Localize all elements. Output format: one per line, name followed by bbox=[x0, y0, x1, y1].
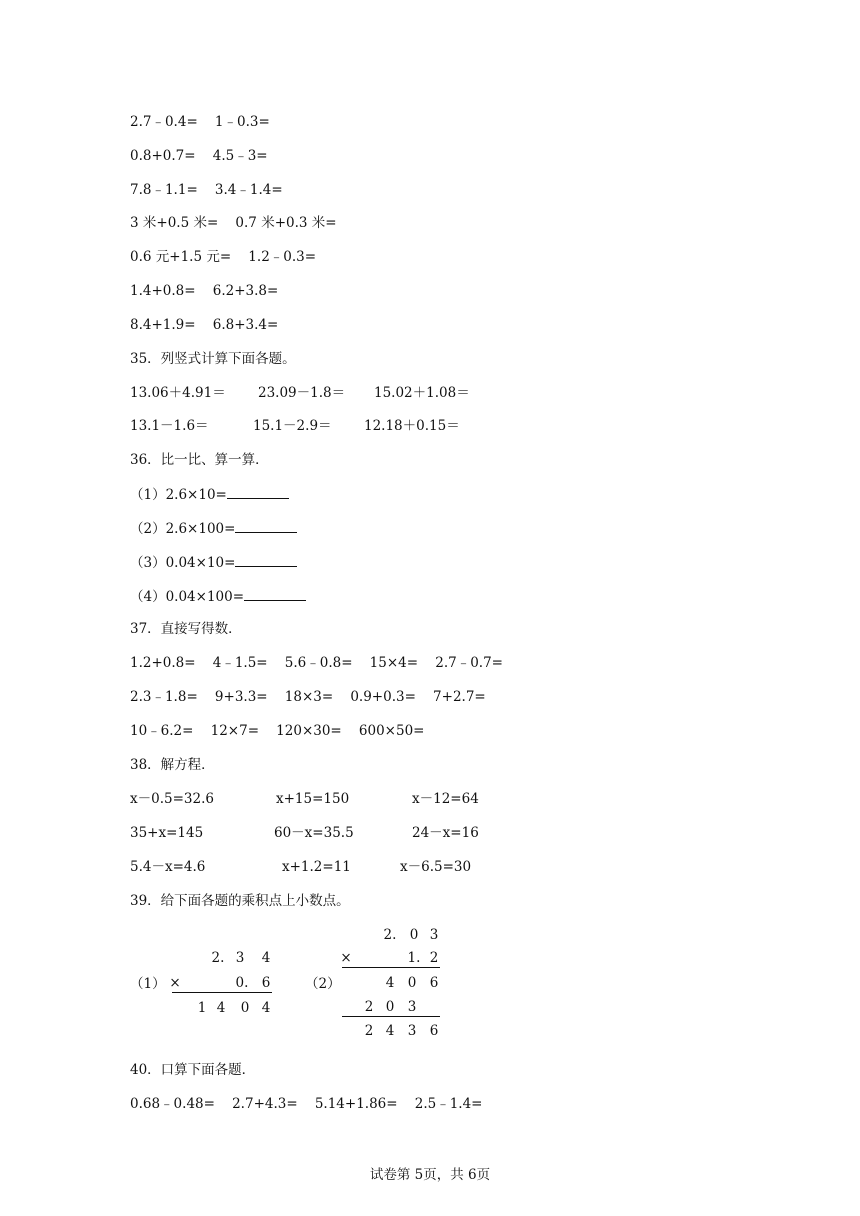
warmup-line-7: 8.4+1.9= 6.8+3.4= bbox=[130, 317, 279, 333]
times-sign: × bbox=[340, 950, 352, 966]
q38-r3-c3: x－6.5=30 bbox=[400, 859, 472, 875]
q36-item-4: （4）0.04×100= bbox=[130, 587, 306, 606]
q35-r2-c1: 13.1－1.6＝ bbox=[130, 418, 209, 434]
q39-p1-res-d3: 0 bbox=[240, 1000, 250, 1016]
q38-r2-c3: 24－x=16 bbox=[412, 825, 479, 841]
q39-p2-pp2-d1: 2 bbox=[364, 999, 374, 1015]
q40-title: 40．口算下面各题． bbox=[130, 1062, 256, 1078]
q39-p1-res-d4: 4 bbox=[261, 1000, 271, 1016]
q38-r1-c3: x－12=64 bbox=[412, 791, 479, 807]
q38-r3-c2: x+1.2=11 bbox=[282, 859, 351, 875]
q35-r1-c1: 13.06＋4.91＝ bbox=[130, 385, 226, 401]
answer-blank[interactable] bbox=[244, 587, 306, 601]
q39-p2-res-d1: 2 bbox=[364, 1023, 374, 1039]
q36-item-1: （1）2.6×10= bbox=[130, 485, 289, 504]
q35-r2-c2: 15.1－2.9＝ bbox=[253, 418, 332, 434]
q37-line-3: 10﹣6.2= 12×7= 120×30= 600×50= bbox=[130, 723, 425, 739]
q39-p1-r2-d2: 6 bbox=[261, 975, 271, 991]
answer-blank[interactable] bbox=[235, 553, 297, 567]
q39-p2-res-d4: 6 bbox=[429, 1023, 439, 1039]
warmup-line-5: 0.6 元+1.5 元= 1.2﹣0.3= bbox=[130, 249, 317, 265]
q38-r3-c1: 5.4－x=4.6 bbox=[130, 859, 206, 875]
q39-p1-res-d2: 4 bbox=[216, 1000, 226, 1016]
times-sign: × bbox=[169, 975, 181, 991]
q39-p1-r2-d1: 0. bbox=[235, 975, 249, 991]
q39-p2-r1-d3: 3 bbox=[429, 927, 439, 943]
q39-p1-r1-d2: 3 bbox=[235, 950, 245, 966]
warmup-line-2: 0.8+0.7= 4.5﹣3= bbox=[130, 148, 268, 164]
q39-p1-rule bbox=[172, 992, 272, 993]
q39-p2-pp2-d2: 0 bbox=[385, 999, 395, 1015]
q39-p2-pp1-d2: 0 bbox=[407, 975, 417, 991]
q36-item-3: （3）0.04×10= bbox=[130, 553, 297, 572]
q38-r2-c1: 35+x=145 bbox=[130, 825, 204, 841]
q39-p2-r2-d2: 2 bbox=[429, 950, 439, 966]
q35-r1-c3: 15.02＋1.08＝ bbox=[374, 385, 470, 401]
q39-p2-pp1-d1: 4 bbox=[385, 975, 395, 991]
q39-p2-rule-2 bbox=[342, 1016, 440, 1017]
q40-line: 0.68﹣0.48= 2.7+4.3= 5.14+1.86= 2.5﹣1.4= bbox=[130, 1096, 483, 1112]
q39-p1-label: （1） bbox=[130, 976, 166, 992]
q39-p2-res-d2: 4 bbox=[385, 1023, 395, 1039]
q39-p2-r1-d1: 2. bbox=[383, 927, 397, 943]
q35-title: 35．列竖式计算下面各题。 bbox=[130, 351, 296, 367]
q35-r2-c3: 12.18＋0.15＝ bbox=[364, 418, 460, 434]
q36-title: 36．比一比、算一算． bbox=[130, 452, 269, 468]
q39-p2-r1-d2: 0 bbox=[409, 927, 419, 943]
q37-title: 37．直接写得数． bbox=[130, 621, 242, 637]
q39-p2-r2-d1: 1. bbox=[407, 950, 421, 966]
warmup-line-4: 3 米+0.5 米= 0.7 米+0.3 米= bbox=[130, 215, 337, 231]
q39-p2-pp2-d3: 3 bbox=[407, 999, 417, 1015]
q37-line-2: 2.3﹣1.8= 9+3.3= 18×3= 0.9+0.3= 7+2.7= bbox=[130, 689, 486, 705]
q39-p1-r1-d3: 4 bbox=[261, 950, 271, 966]
answer-blank[interactable] bbox=[227, 485, 289, 499]
warmup-line-1: 2.7﹣0.4= 1﹣0.3= bbox=[130, 114, 270, 130]
warmup-line-3: 7.8﹣1.1= 3.4﹣1.4= bbox=[130, 182, 283, 198]
q38-r1-c2: x+15=150 bbox=[276, 791, 350, 807]
q39-p2-res-d3: 3 bbox=[407, 1023, 417, 1039]
q39-p1-res-d1: 1 bbox=[197, 1000, 207, 1016]
q39-p2-rule-1 bbox=[342, 967, 440, 968]
q38-r2-c2: 60－x=35.5 bbox=[274, 825, 354, 841]
q38-title: 38．解方程． bbox=[130, 757, 215, 773]
warmup-line-6: 1.4+0.8= 6.2+3.8= bbox=[130, 283, 279, 299]
q39-p1-r1-d1: 2. bbox=[211, 950, 225, 966]
q35-r1-c2: 23.09－1.8＝ bbox=[258, 385, 346, 401]
page-footer: 试卷第 5页，共 6页 bbox=[369, 1167, 491, 1183]
answer-blank[interactable] bbox=[235, 519, 297, 533]
q39-p2-label: （2） bbox=[305, 976, 341, 992]
q39-title: 39．给下面各题的乘积点上小数点。 bbox=[130, 893, 350, 909]
q39-p2-pp1-d3: 6 bbox=[429, 975, 439, 991]
q37-line-1: 1.2+0.8= 4﹣1.5= 5.6﹣0.8= 15×4= 2.7﹣0.7= bbox=[130, 655, 503, 671]
q36-item-2: （2）2.6×100= bbox=[130, 519, 297, 538]
q38-r1-c1: x－0.5=32.6 bbox=[130, 791, 214, 807]
